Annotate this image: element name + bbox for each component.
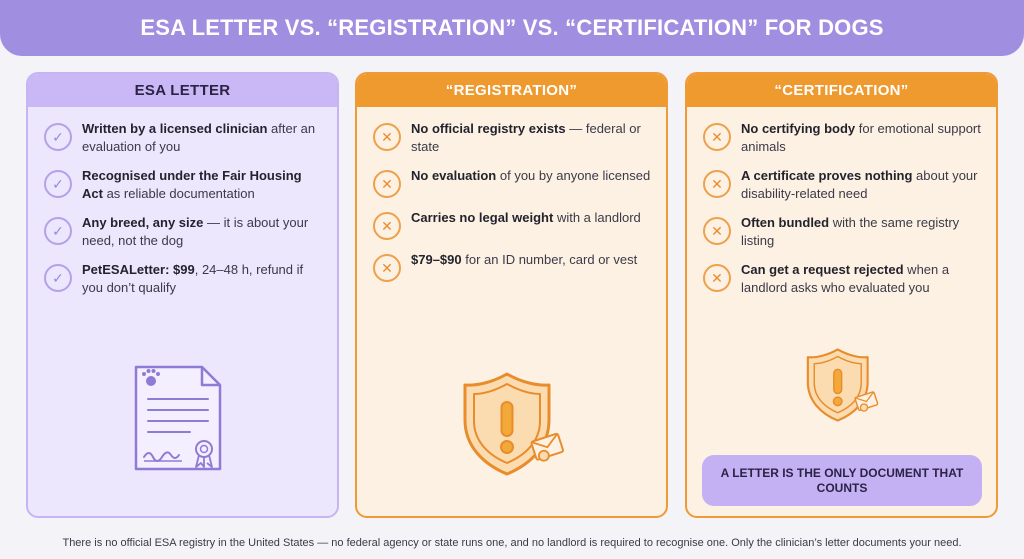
letter-only-callout: A LETTER IS THE ONLY DOCUMENT THAT COUNTS — [702, 455, 982, 506]
page-title: ESA LETTER VS. “REGISTRATION” VS. “CERTIFICATION” FOR DOGS — [140, 15, 884, 40]
cross-icon: ✕ — [703, 264, 731, 292]
list-item: ✕ Carries no legal weight with a landlord — [373, 209, 652, 240]
certification-list — [687, 107, 996, 297]
esa-letter-document-illustration — [132, 363, 224, 473]
list-item: ✓ PetESALetter: $99, 24–48 h, refund if you don’t qualify — [44, 261, 323, 297]
check-icon: ✓ — [44, 217, 72, 245]
list-item: ✕ $79–$90 for an ID number, card or vest — [373, 251, 652, 282]
list-item: ✕ A certificate proves nothing about your disability-related need — [703, 167, 982, 203]
warning-shield-icon — [805, 346, 879, 424]
list-item: ✓ Any breed, any size — it is about your need, not the dog — [44, 214, 323, 250]
list-item: ✕ Can get a request rejected when a landlord asks who evaluated you — [703, 261, 982, 297]
esa-letter-list — [28, 107, 337, 297]
check-icon: ✓ — [44, 264, 72, 292]
certification-card — [685, 72, 998, 518]
check-icon: ✓ — [44, 123, 72, 151]
registration-list — [357, 107, 666, 282]
cross-icon: ✕ — [703, 123, 731, 151]
list-item: ✓ Written by a licensed clinician after an evaluation of you — [44, 120, 323, 156]
list-item: ✕ Often bundled with the same registry listing — [703, 214, 982, 250]
title-banner — [0, 0, 1024, 56]
cross-icon: ✕ — [373, 212, 401, 240]
cross-icon: ✕ — [373, 170, 401, 198]
check-icon: ✓ — [44, 170, 72, 198]
cross-icon: ✕ — [373, 254, 401, 282]
list-item: ✕ No official registry exists — federal or state — [373, 120, 652, 156]
cross-icon: ✕ — [703, 170, 731, 198]
list-item: ✕ No evaluation of you by anyone licensed — [373, 167, 652, 198]
esa-letter-card — [26, 72, 339, 518]
warning-shield-icon — [461, 370, 565, 478]
list-item: ✓ Recognised under the Fair Housing Act as reliable documentation — [44, 167, 323, 203]
list-item: ✕ No certifying body for emotional support animals — [703, 120, 982, 156]
esa-letter-heading: ESA LETTER — [28, 74, 337, 107]
cross-icon: ✕ — [373, 123, 401, 151]
registration-heading: “REGISTRATION” — [357, 74, 666, 107]
cross-icon: ✕ — [703, 217, 731, 245]
footer-note: There is no official ESA registry in the United States — no federal agency or state runs one, and no landlord is required to recognise one. Only the clinician’s letter documents your need. — [62, 537, 962, 549]
registration-card — [355, 72, 668, 518]
certification-heading: “CERTIFICATION” — [687, 74, 996, 107]
